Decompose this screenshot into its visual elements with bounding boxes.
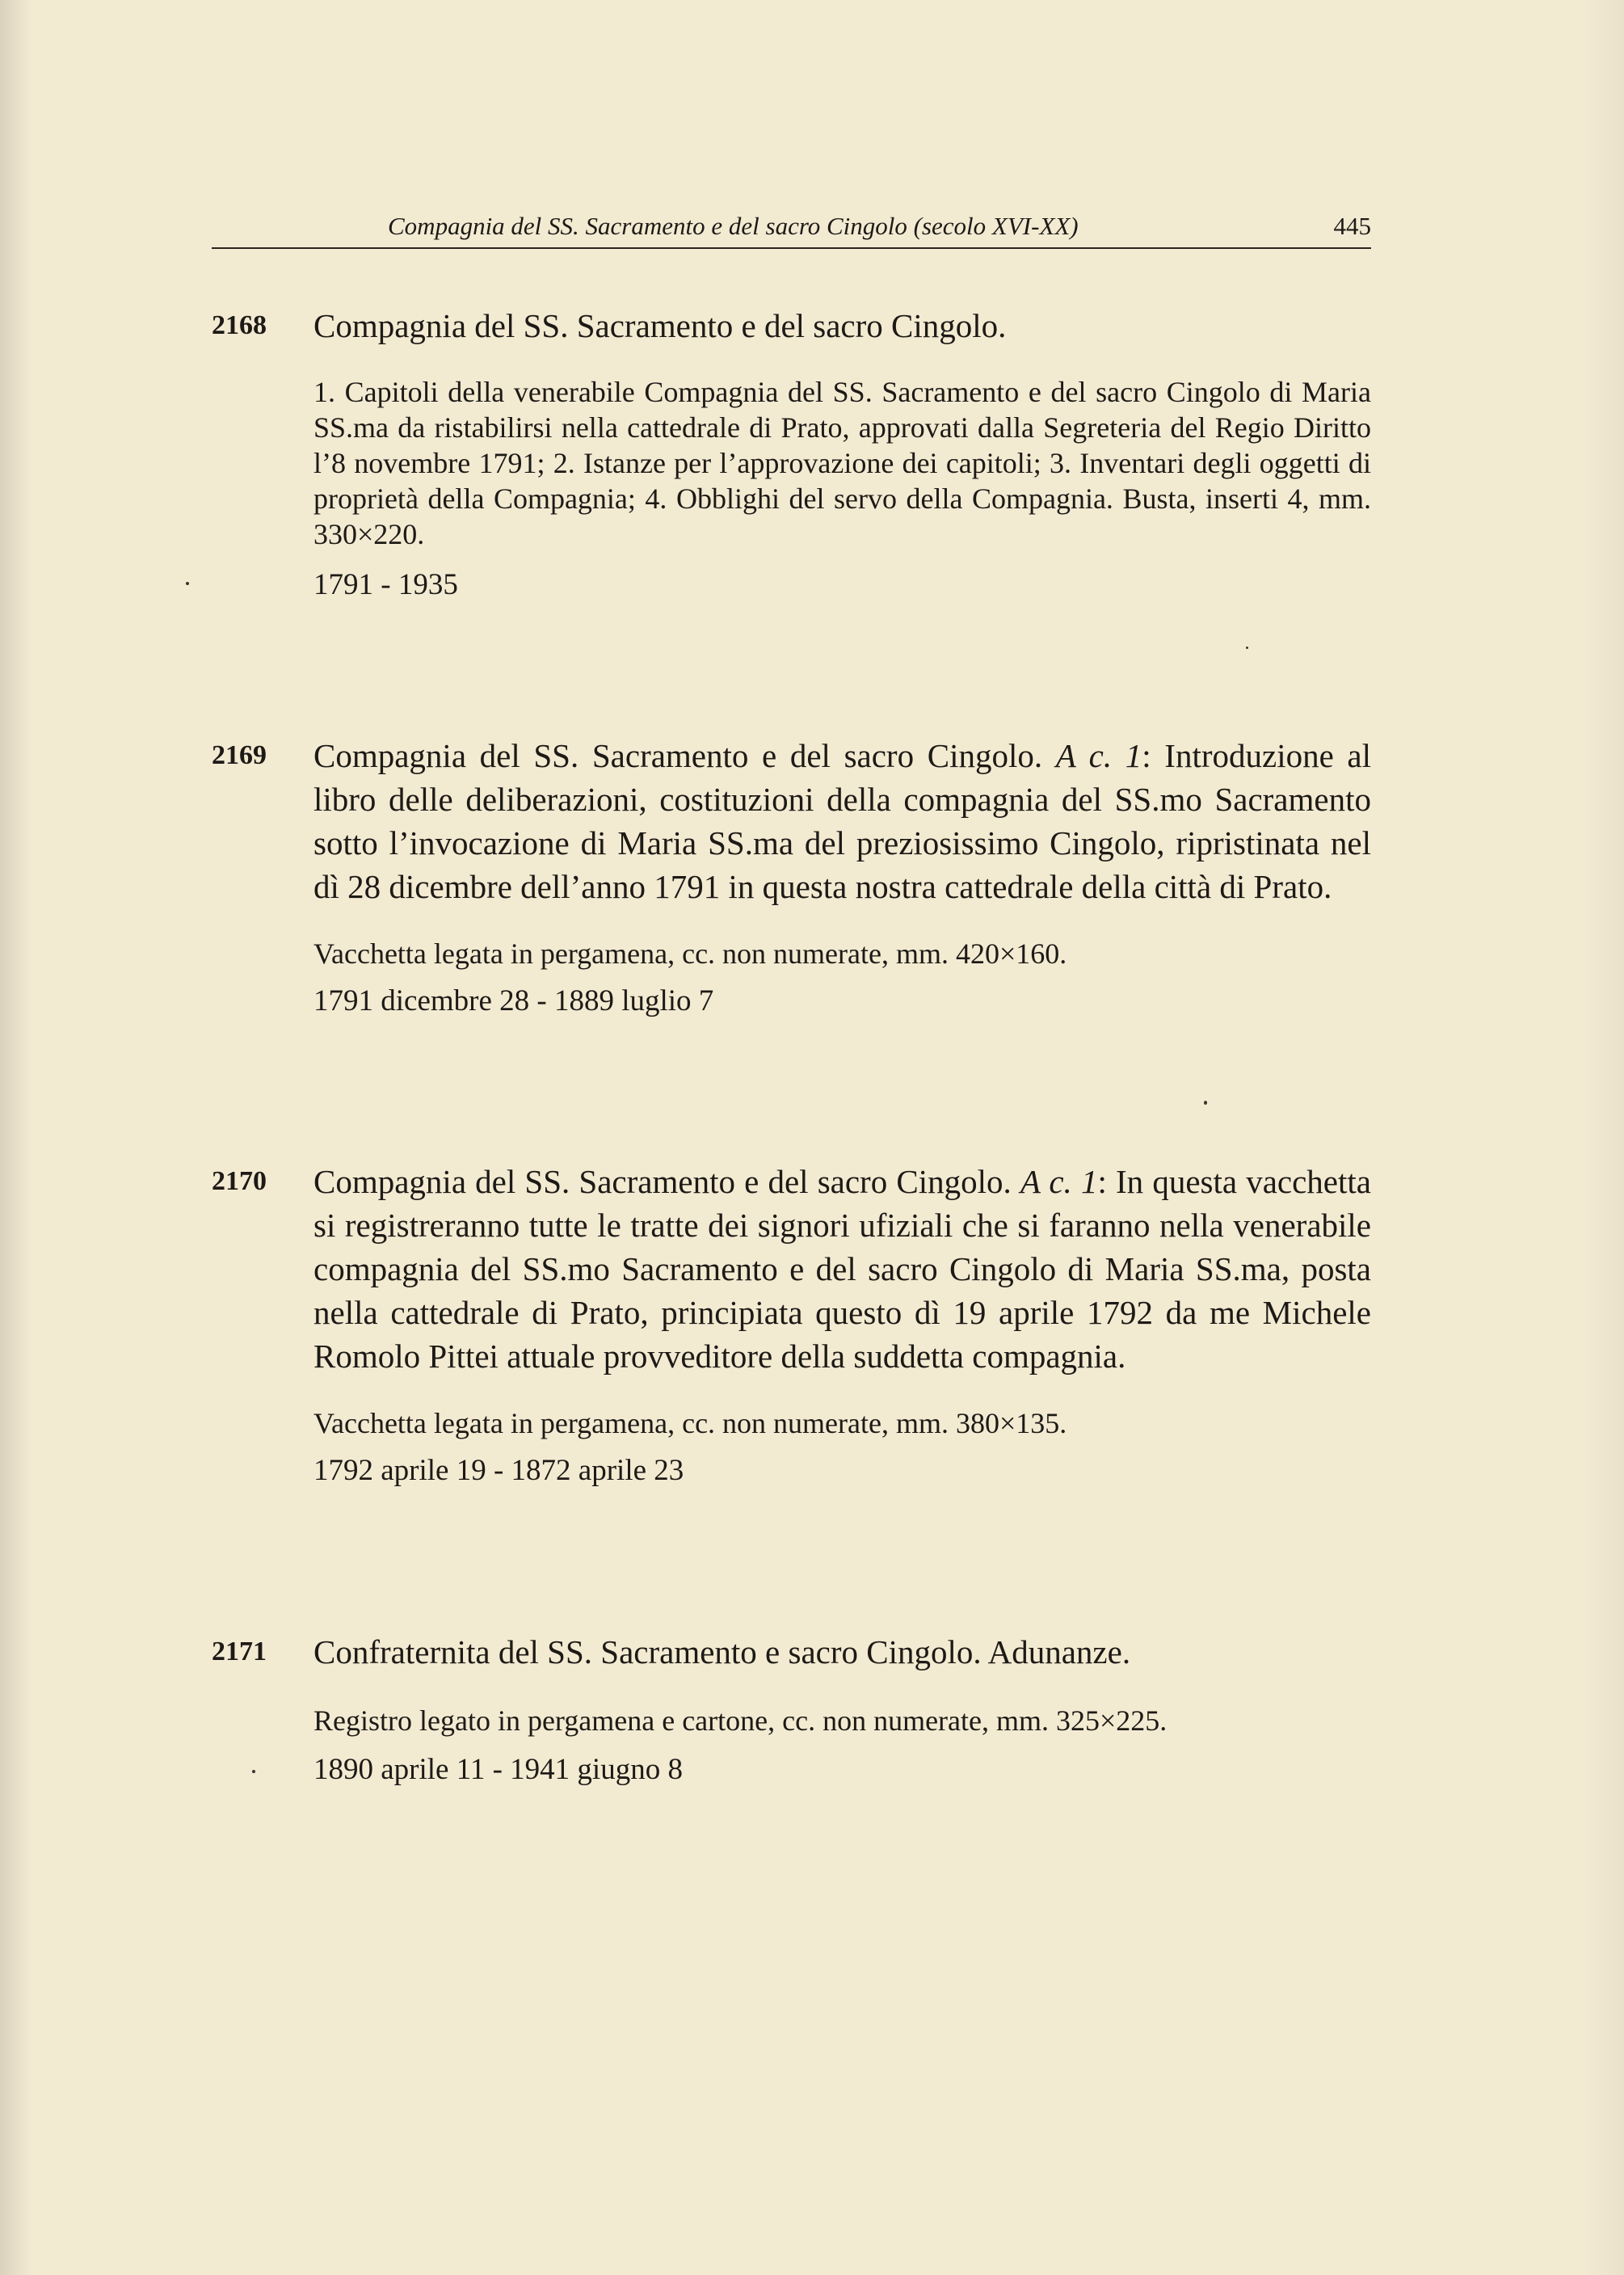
paper-speck [1246, 647, 1248, 649]
paper-speck [1204, 1101, 1207, 1105]
entry-number: 2169 [212, 740, 267, 770]
entry-description: Registro legato in pergamena e cartone, cc. non numerate, mm. 325×225. [313, 1704, 1168, 1737]
entry-description: Vacchetta legata in pergamena, cc. non numerate, mm. 420×160. [313, 937, 1067, 970]
entry-title: Confraternita del SS. Sacramento e sacro Cingolo. Adunanze. [313, 1633, 1131, 1670]
entry-2168 [212, 304, 1371, 604]
running-head-title: Compagnia del SS. Sacramento e del sacro Cingolo (secolo XVI-XX) [388, 212, 1079, 240]
entry-number: 2168 [212, 310, 267, 340]
page-number: 445 [1333, 212, 1371, 240]
entry-description: 1. Capitoli della venerabile Compagnia del SS. Sacramento e del sacro Cingolo di Maria SS.ma da ristabilirsi nella cattedrale di Prato, approvati dalla Segreteria del Regio Diritto l’8 novembre 1791; 2. Istanze per l’approvazione dei capitoli; 3. Inventari degli oggetti di proprietà della Compagnia; 4. Obblighi del servo della Compagnia. Busta, inserti 4, mm. 330×220. [313, 376, 1371, 550]
entry-2169 [212, 734, 1371, 1020]
entry-number: 2170 [212, 1166, 267, 1196]
entry-title-rest: : Introduzione al libro delle deliberazioni, costituzioni della compagnia del SS.mo Sacramento sotto l’invocazione di Maria SS.ma del preziosissimo Cingolo, ripristinata nel dì 28 dicembre dell’anno 1791 in questa nostra cattedrale della città di Prato. [313, 737, 1372, 905]
entry-title: Compagnia del SS. Sacramento e del sacro Cingolo. [313, 307, 1007, 344]
entry-title-reference: A c. 1 [1055, 737, 1142, 774]
entry-description: Vacchetta legata in pergamena, cc. non numerate, mm. 380×135. [313, 1407, 1067, 1439]
entry-title-rest: : In questa vacchetta si registreranno tutte le tratte dei signori ufiziali che si faranno nella venerabile compagnia del SS.mo Sacramento e del sacro Cingolo di Maria SS.ma, posta nella cattedrale di Prato, principiata questo dì 19 aprile 1792 da me Michele Romolo Pittei attuale provveditore della suddetta compagnia. [313, 1163, 1371, 1375]
paper-speck [252, 1770, 255, 1773]
entry-title-reference: A c. 1 [1020, 1163, 1098, 1200]
running-head [212, 207, 1371, 249]
entry-2171 [212, 1630, 1371, 1788]
entry-dates: 1791 dicembre 28 - 1889 luglio 7 [313, 984, 714, 1017]
header-rule [212, 247, 1371, 249]
paper-speck [186, 582, 189, 585]
entry-dates: 1791 - 1935 [313, 568, 458, 601]
entry-dates: 1792 aprile 19 - 1872 aprile 23 [313, 1454, 684, 1487]
entry-title-main: Compagnia del SS. Sacramento e del sacro Cingolo. [313, 737, 1043, 774]
entry-title [313, 734, 1371, 908]
entry-dates: 1890 aprile 11 - 1941 giugno 8 [313, 1753, 683, 1786]
entry-number: 2171 [212, 1637, 267, 1666]
entry-title-main: Compagnia del SS. Sacramento e del sacro Cingolo. [313, 1163, 1012, 1200]
entry-title [313, 1160, 1371, 1378]
entry-2170 [212, 1160, 1371, 1489]
